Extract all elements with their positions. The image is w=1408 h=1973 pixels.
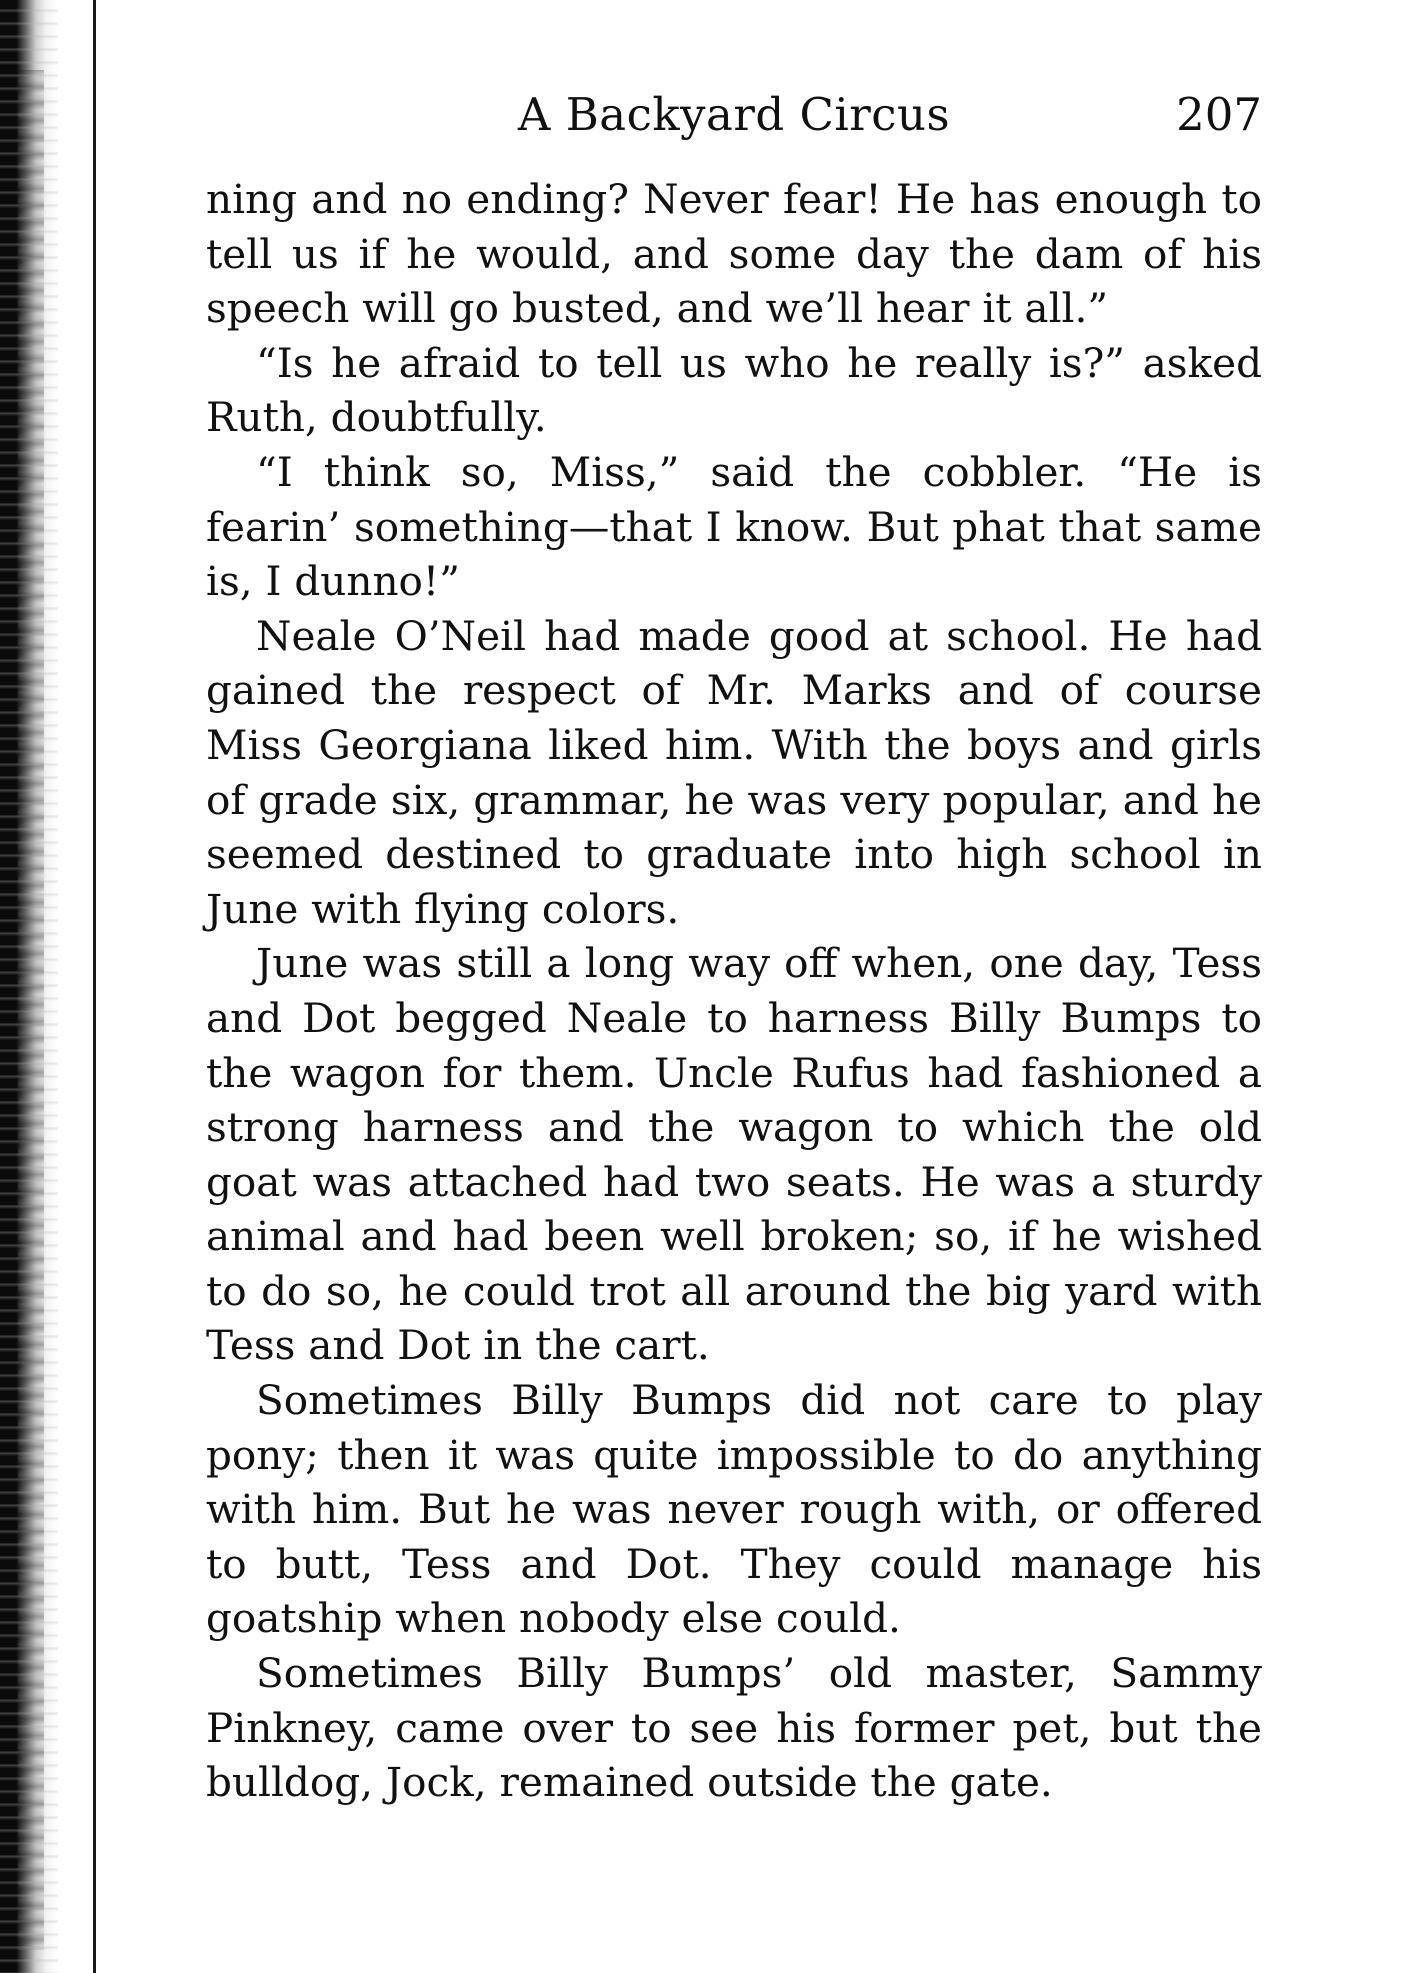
page-header (206, 84, 1262, 146)
paragraph: “Is he afraid to tell us who he really is?” asked Ruth, doubtfully. (206, 338, 1262, 442)
paragraph: “I think so, Miss,” said the cobbler. “He is fearin’ something—that I know. But phat that same is, I dunno!” (206, 447, 1262, 606)
running-title: A Backyard Circus (517, 88, 951, 141)
paragraph: June was still a long way off when, one day, Tess and Dot begged Neale to harness Billy Bumps to the wagon for them. Uncle Rufus had fashioned a strong harness and the wagon to which the old goat was attached had two seats. He was a sturdy animal and had been well broken; so, if he wished to do so, he could trot all around the big yard with Tess and Dot in the cart. (206, 939, 1262, 1370)
binding-scan-texture (18, 70, 44, 1950)
body-text (206, 172, 1262, 1810)
page-number: 207 (1176, 88, 1262, 141)
paragraph: Sometimes Billy Bumps did not care to play pony; then it was quite impossible to do anything with him. But he was never rough with, or offered to butt, Tess and Dot. They could manage his goatship when nobody else could. (206, 1376, 1262, 1643)
paragraph: Sometimes Billy Bumps’ old master, Sammy Pinkney, came over to see his former pet, but the bulldog, Jock, remained outside the gate. (206, 1649, 1262, 1807)
paragraph-continued: ning and no ending? Never fear! He has enough to tell us if he would, and some day the dam of his speech will go busted, and we’ll hear it all.” (206, 175, 1262, 333)
paragraph: Neale O’Neil had made good at school. He had gained the respect of Mr. Marks and of course Miss Georgiana liked him. With the boys and girls of grade six, grammar, he was very popular, and he seemed destined to graduate into high school in June with flying colors. (206, 611, 1262, 933)
gutter-rule (93, 0, 96, 1973)
page-binding-edge (0, 0, 58, 1973)
